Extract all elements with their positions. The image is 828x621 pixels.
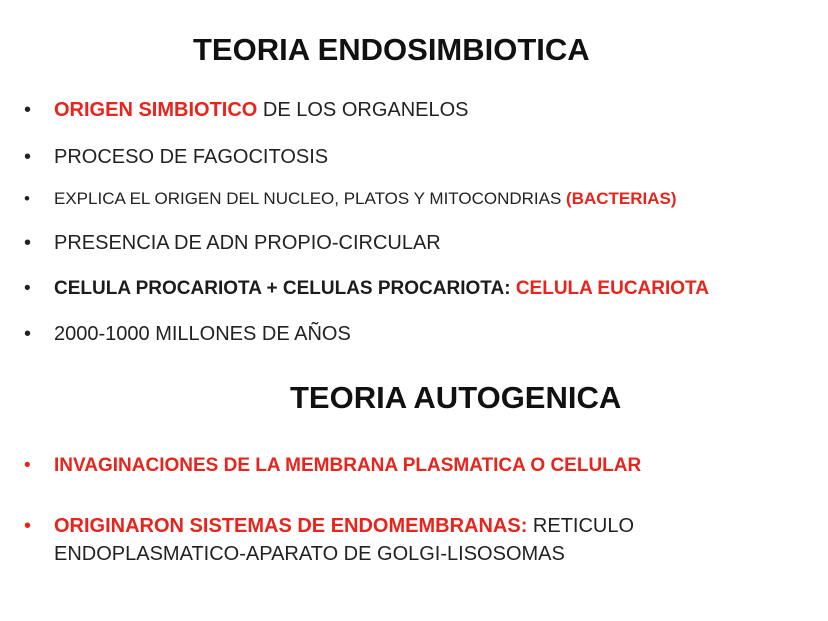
- bullet: •: [24, 232, 32, 254]
- item-text: [54, 190, 677, 207]
- bullet: •: [24, 278, 31, 299]
- bullet: •: [24, 455, 31, 476]
- item-text: [54, 279, 709, 298]
- item-text: INVAGINACIONES DE LA MEMBRANA PLASMATICA O CELULAR: [54, 455, 642, 476]
- bullet: •: [24, 146, 32, 168]
- highlight-red: ORIGINARON SISTEMAS DE ENDOMEMBRANAS:: [54, 515, 528, 537]
- bullet: •: [24, 323, 32, 345]
- highlight-red: CELULA EUCARIOTA: [515, 278, 709, 299]
- title-teoria-endosimbiotica: TEORIA ENDOSIMBIOTICA: [193, 32, 590, 67]
- item-rest: RETICULO: [527, 515, 635, 537]
- item-text: [54, 512, 634, 568]
- item-text: 2000-1000 MILLONES DE AÑOS: [54, 323, 351, 345]
- item-text: [54, 100, 469, 120]
- highlight-red: ORIGEN SIMBIOTICO: [54, 99, 258, 121]
- bullet: •: [24, 99, 32, 121]
- bullet: •: [24, 189, 30, 208]
- item-rest: DE LOS ORGANELOS: [257, 99, 469, 121]
- item-main: CELULA PROCARIOTA + CELULAS PROCARIOTA:: [54, 278, 516, 299]
- highlight-red: (BACTERIAS): [566, 189, 677, 208]
- item-text: PROCESO DE FAGOCITOSIS: [54, 146, 329, 168]
- bullet: •: [24, 515, 32, 537]
- title-teoria-autogenica: TEORIA AUTOGENICA: [290, 380, 622, 415]
- item-text: PRESENCIA DE ADN PROPIO-CIRCULAR: [54, 232, 441, 254]
- item-main: EXPLICA EL ORIGEN DEL NUCLEO, PLATOS Y MITOCONDRIAS: [54, 189, 567, 208]
- item-line2: ENDOPLASMATICO-APARATO DE GOLGI-LISOSOMAS: [54, 543, 565, 565]
